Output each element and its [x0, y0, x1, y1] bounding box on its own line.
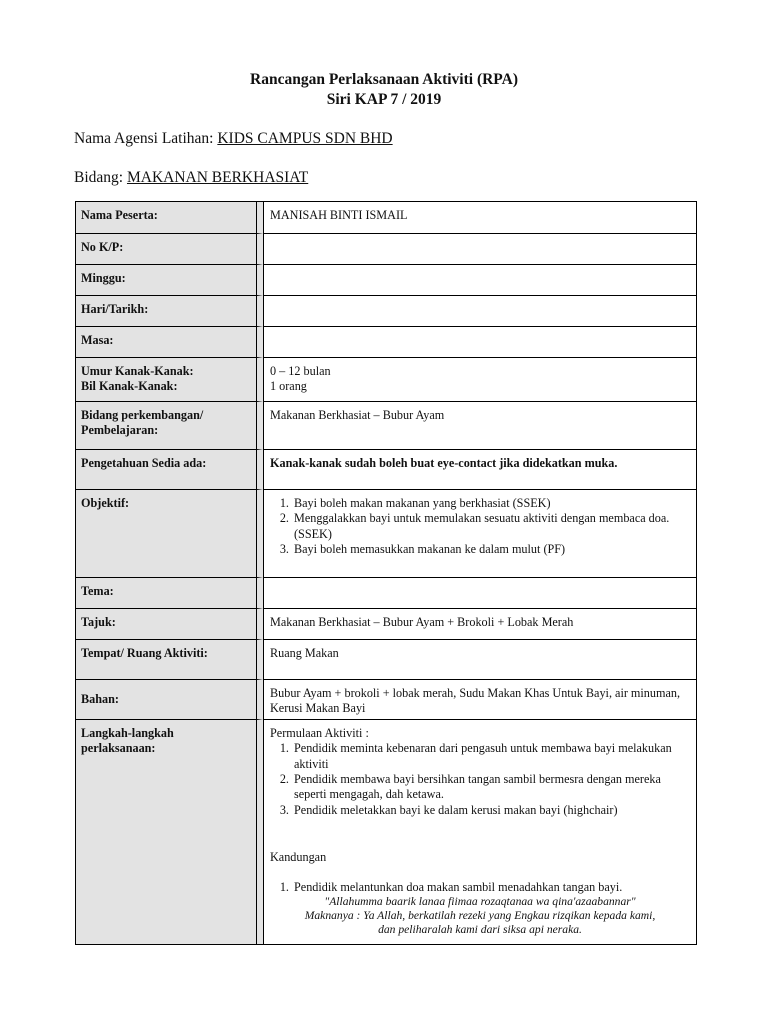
permulaan-item: 2. Pendidik membawa bayi bersihkan tangan sambil bermesra dengan mereka seperti mengagah, dah ketawa. [292, 772, 690, 803]
row-tajuk [76, 609, 696, 640]
doa-line: "Allahumma baarik lanaa fiimaa rozaqtanaa wa qina'azaabannar" [324, 895, 636, 909]
value-minggu [263, 265, 696, 296]
value-tema [263, 578, 696, 609]
row-minggu [76, 265, 696, 296]
row-tempat [76, 640, 696, 680]
label-langkah-line2: perlaksanaan: [81, 741, 156, 756]
row-bidang-perkembangan [76, 402, 696, 450]
row-masa [76, 327, 696, 358]
row-pengetahuan [76, 450, 696, 490]
value-umur [263, 358, 696, 402]
label-umur [76, 358, 263, 402]
rpa-table [75, 201, 697, 945]
kandungan-title: Kandungan [270, 850, 327, 865]
label-nama-peserta: Nama Peserta: [76, 202, 263, 234]
kandungan-item: 1. Pendidik melantunkan doa makan sambil menadahkan tangan bayi. [292, 880, 690, 895]
permulaan-title: Permulaan Aktiviti : [270, 725, 369, 740]
label-bil-kanak: Bil Kanak-Kanak: [81, 379, 178, 394]
value-langkah [263, 720, 696, 944]
agency-label: Nama Agensi Latihan: [74, 130, 214, 147]
label-tempat: Tempat/ Ruang Aktiviti: [76, 640, 263, 680]
value-nama-peserta: MANISAH BINTI ISMAIL [263, 202, 696, 234]
row-no-kp [76, 234, 696, 265]
permulaan-list [270, 741, 690, 818]
objektif-list [270, 496, 690, 558]
field-line [74, 168, 308, 188]
value-tempat: Ruang Makan [263, 640, 696, 680]
label-langkah [76, 720, 263, 944]
value-tajuk: Makanan Berkhasiat – Bubur Ayam + Brokoli + Lobak Merah [263, 609, 696, 640]
value-bahan: Bubur Ayam + brokoli + lobak merah, Sudu Makan Khas Untuk Bayi, air minuman, Kerusi Makan Bayi [263, 680, 696, 720]
agency-line [74, 129, 393, 149]
value-no-kp [263, 234, 696, 265]
value-bidang-perkembangan: Makanan Berkhasiat – Bubur Ayam [263, 402, 696, 450]
row-bahan [76, 680, 696, 720]
doa-meaning-line: dan peliharalah kami dari siksa api neraka. [378, 923, 582, 937]
label-umur-kanak: Umur Kanak-Kanak: [81, 364, 194, 378]
field-label: Bidang: [74, 169, 124, 186]
agency-value: KIDS CAMPUS SDN BHD [217, 130, 393, 147]
permulaan-item: 3. Pendidik meletakkan bayi ke dalam kerusi makan bayi (highchair) [292, 803, 690, 818]
label-bahan: Bahan: [76, 680, 263, 720]
value-pengetahuan: Kanak-kanak sudah boleh buat eye-contact jika didekatkan muka. [263, 450, 696, 490]
row-tema [76, 578, 696, 609]
label-langkah-line1: Langkah-langkah [81, 725, 174, 740]
row-objektif [76, 490, 696, 578]
document-title: Rancangan Perlaksanaan Aktiviti (RPA) [250, 71, 518, 88]
label-bidang-line1: Bidang perkembangan/ [81, 408, 204, 422]
row-nama-peserta [76, 202, 696, 234]
objektif-item: 3. Bayi boleh memasukkan makanan ke dalam mulut (PF) [292, 542, 690, 557]
row-langkah [76, 720, 696, 944]
document-subtitle: Siri KAP 7 / 2019 [326, 91, 442, 108]
label-bidang-line2: Pembelajaran: [81, 423, 159, 438]
objektif-item: 2. Menggalakkan bayi untuk memulakan sesuatu aktiviti dengan membaca doa. (SSEK) [292, 511, 690, 542]
objektif-item: 1. Bayi boleh makan makanan yang berkhasiat (SSEK) [292, 496, 690, 511]
field-value: MAKANAN BERKHASIAT [126, 169, 309, 186]
label-objektif: Objektif: [76, 490, 263, 578]
row-hari-tarikh [76, 296, 696, 327]
label-tajuk: Tajuk: [76, 609, 263, 640]
doa-meaning-line: Maknanya : Ya Allah, berkatilah rezeki yang Engkau rizqikan kepada kami, [304, 909, 656, 923]
permulaan-item: 1. Pendidik meminta kebenaran dari pengasuh untuk membawa bayi melakukan aktiviti [292, 741, 690, 772]
label-masa: Masa: [76, 327, 263, 358]
kandungan-list [270, 880, 690, 895]
row-umur [76, 358, 696, 402]
label-bidang-perkembangan [76, 402, 263, 450]
value-umur-kanak: 0 – 12 bulan [270, 364, 331, 378]
label-hari-tarikh: Hari/Tarikh: [76, 296, 263, 327]
value-bil-kanak: 1 orang [270, 379, 307, 394]
value-masa [263, 327, 696, 358]
value-hari-tarikh [263, 296, 696, 327]
label-tema: Tema: [76, 578, 263, 609]
label-no-kp: No K/P: [76, 234, 263, 265]
label-minggu: Minggu: [76, 265, 263, 296]
value-objektif [263, 490, 696, 578]
label-pengetahuan: Pengetahuan Sedia ada: [76, 450, 263, 490]
